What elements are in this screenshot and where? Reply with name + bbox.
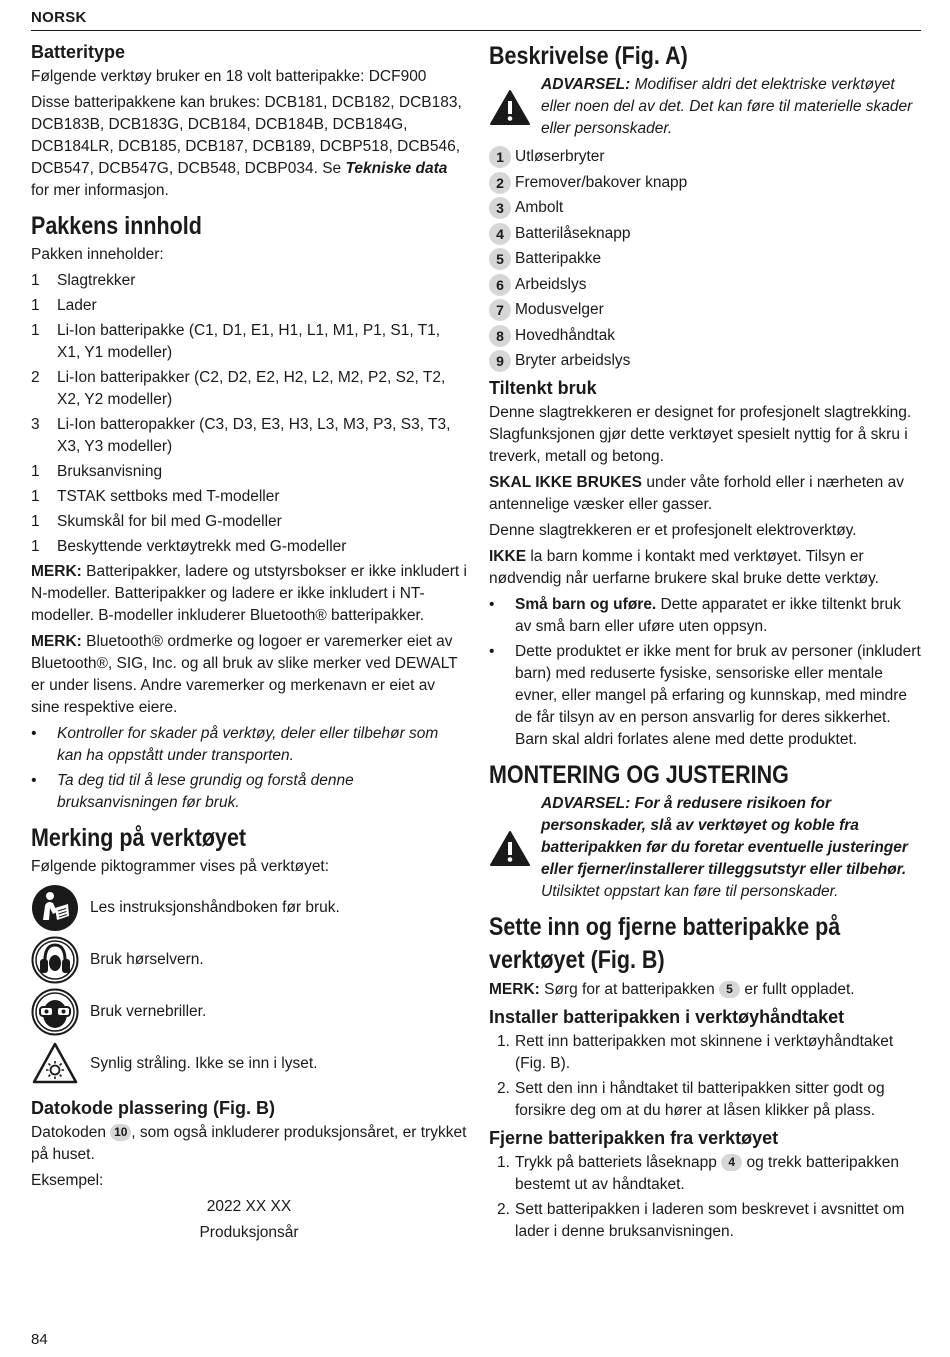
- callout-badge: 3: [489, 197, 511, 219]
- item-text: TSTAK settboks med T-modeller: [57, 488, 280, 505]
- part-label: Modusvelger: [515, 301, 604, 318]
- note-bluetooth: [31, 631, 467, 719]
- date-code-heading: Datokode plassering (Fig. B): [31, 1098, 276, 1118]
- bullet-item: [31, 723, 467, 767]
- step-number: 1.: [497, 1033, 510, 1050]
- callout-badge: 5: [719, 981, 740, 998]
- step-item: [489, 1078, 921, 1122]
- bullet-item: [31, 770, 467, 814]
- bullet-text: [515, 594, 921, 638]
- part-label: Hovedhåndtak: [515, 326, 615, 344]
- intended-use-p3: Denne slagtrekkeren er et profesjonelt elektroverktøy.: [489, 522, 857, 539]
- paragraph-text: Dette apparatet er ikke tiltenkt bruk av små barn eller uføre uten oppsyn.: [515, 596, 901, 635]
- intended-use-p2: [489, 472, 921, 516]
- item-text: Li-Ion batteripakke (C1, D1, E1, H1, L1, M1, P1, S1, T1, X1, Y1 modeller): [57, 322, 441, 361]
- step-item: [489, 1199, 921, 1243]
- battery-type-line1: Følgende verktøy bruker en 18 volt batteripakke: DCF900: [31, 68, 427, 85]
- callout-badge: 7: [489, 299, 511, 321]
- example-label: Eksempel:: [31, 1172, 104, 1189]
- list-item: [489, 172, 921, 194]
- intended-use-p1: Denne slagtrekkeren er designet for profesjonelt slagtrekking. Slagfunksjonen gjør dette verktøyet spesielt nyttig for å skru i treverk, metall og betong.: [489, 404, 912, 465]
- right-column: [489, 40, 921, 1246]
- list-item: [31, 511, 467, 533]
- note-models: [31, 561, 467, 627]
- bullet-text: Kontroller for skader på verktøy, deler eller tilbehør som kan ha oppstått under transporten.: [57, 725, 439, 764]
- item-qty: 1: [31, 538, 40, 555]
- list-item: [489, 248, 921, 270]
- warning-block: [489, 74, 921, 140]
- item-qty: 1: [31, 463, 40, 480]
- item-qty: 1: [31, 272, 40, 289]
- marking-intro: Følgende piktogrammer vises på verktøyet:: [31, 858, 330, 875]
- pictogram-text: Bruk hørselvern.: [90, 951, 204, 968]
- step-text-start: Trykk på batteriets låseknapp: [515, 1154, 722, 1171]
- emphasis-text: SKAL IKKE BRUKES: [489, 474, 643, 491]
- pictogram-row: [31, 934, 467, 986]
- visible-radiation-icon: [31, 1040, 79, 1088]
- callout-badge: 1: [489, 146, 511, 168]
- step-number: 1.: [497, 1154, 510, 1171]
- warning-label: ADVARSEL:: [541, 76, 631, 93]
- list-item: [31, 320, 467, 364]
- item-qty: 3: [31, 416, 40, 433]
- callout-badge: 10: [110, 1124, 131, 1141]
- callout-badge: 4: [721, 1154, 742, 1171]
- paragraph-text: la barn komme i kontakt med verktøyet. Tilsyn er nødvendig når uerfarne brukere skal bruke dette verktøy.: [489, 548, 879, 587]
- emphasis-text: IKKE: [489, 548, 527, 565]
- step-text: Sett batteripakken i laderen som beskrevet i avsnittet om lader i denne bruksanvisningen.: [515, 1201, 905, 1240]
- battery-type-line2: [31, 92, 467, 202]
- left-column: [31, 40, 467, 1248]
- pictogram-text: Synlig stråling. Ikke se inn i lyset.: [90, 1055, 318, 1072]
- parts-list: [489, 146, 921, 372]
- bullet-item: [489, 594, 921, 638]
- item-text: Skumskål for bil med G-modeller: [57, 513, 282, 530]
- battery-type-heading: Batteritype: [31, 42, 126, 62]
- emphasis-text: Små barn og uføre.: [515, 596, 657, 613]
- list-item: [489, 299, 921, 321]
- part-label: Batterilåseknapp: [515, 224, 631, 242]
- list-item: [489, 274, 921, 296]
- part-label: Bryter arbeidslys: [515, 352, 631, 369]
- pictogram-row: [31, 882, 467, 934]
- callout-badge: 8: [489, 325, 511, 347]
- date-code-text-end: , som også inkluderer produksjonsåret, er trykket på huset.: [31, 1124, 467, 1163]
- warning-body: Utilsiktet oppstart kan føre til personskader.: [541, 883, 839, 900]
- package-list: [31, 270, 467, 558]
- part-label: Ambolt: [515, 199, 564, 216]
- bullet-item: [489, 641, 921, 751]
- warning-body: Modifiser aldri det elektriske verktøyet eller noen del av det. Det kan føre til materielle skader eller personskader.: [541, 76, 913, 137]
- eye-protection-icon: [31, 988, 79, 1036]
- warning-text: [541, 793, 921, 903]
- step-number: 2.: [497, 1080, 510, 1097]
- list-item: [31, 536, 467, 558]
- warning-label: ADVARSEL: For å redusere risikoen for personskader, slå av verktøyet og koble fra batteripakken før du foretar eventuelle justeringer eller fjerner/installerer tilleggsutstyr eller tilbehør.: [541, 795, 908, 878]
- list-item: [489, 325, 921, 347]
- language-header: NORSK: [31, 9, 87, 26]
- list-item: [489, 197, 921, 219]
- assembly-heading: MONTERING OG JUSTERING: [489, 761, 789, 789]
- step-number: 2.: [497, 1201, 510, 1218]
- example-value: 2022 XX XX: [206, 1198, 292, 1215]
- bullet-text: Dette produktet er ikke ment for bruk av personer (inkludert barn) med reduserte fysiske, sensoriske eller mentale evner, eller mangel på erfaring og kunnskap, med mindre de får tilsyn av en person ansvarlig for deres sikkerhet. Barn skal aldri forlates alene med dette produktet.: [515, 643, 921, 748]
- note-text: Batteripakker, ladere og utstyrsbokser er ikke inkludert i N-modeller. Batteripakker og ladere er ikke inkludert i NT-modeller. B-modeller inkluderer Bluetooth® batteripakker.: [31, 563, 467, 624]
- note-text: Sørg for at batteripakken: [539, 981, 720, 998]
- item-qty: 2: [31, 369, 40, 386]
- step-item: [489, 1152, 921, 1196]
- note-label: MERK:: [31, 633, 82, 650]
- item-text: Li-Ion batteripakker (C2, D2, E2, H2, L2, M2, P2, S2, T2, X2, Y2 modeller): [57, 369, 446, 408]
- pictogram-row: [31, 986, 467, 1038]
- item-qty: 1: [31, 513, 40, 530]
- list-item: [31, 367, 467, 411]
- list-item: [31, 414, 467, 458]
- callout-badge: 4: [489, 223, 511, 245]
- battery-type-line2-end: for mer informasjon.: [31, 182, 169, 199]
- page-number: 84: [31, 1331, 48, 1348]
- step-text: [515, 1152, 921, 1196]
- package-intro: Pakken inneholder:: [31, 246, 164, 263]
- note-text: Bluetooth® ordmerke og logoer er varemerker eiet av Bluetooth®, SIG, Inc. og all bruk av slike merker ved DEWALT er under lisens. Andre varemerker og merkenavn er eiet av sine respektive eiere.: [31, 633, 458, 716]
- tech-data-ref: Tekniske data: [345, 160, 448, 177]
- part-label: Batteripakke: [515, 250, 602, 267]
- battery-insert-heading: Sette inn og fjerne batteripakke på verktøyet (Fig. B): [489, 913, 841, 974]
- date-code-text: [31, 1122, 467, 1166]
- part-label: Utløserbryter: [515, 148, 605, 165]
- marking-heading: Merking på verktøyet: [31, 824, 247, 852]
- warning-block: [489, 793, 921, 903]
- item-qty: 1: [31, 297, 40, 314]
- bullet-symbol: •: [489, 643, 495, 660]
- read-manual-icon: [31, 884, 79, 932]
- warning-icon: [489, 793, 531, 903]
- item-text: Lader: [57, 297, 97, 314]
- callout-badge: 6: [489, 274, 511, 296]
- item-qty: 1: [31, 322, 40, 339]
- list-item: [489, 350, 921, 372]
- step-text: Rett inn batteripakken mot skinnene i verktøyhåndtaket (Fig. B).: [515, 1033, 894, 1072]
- item-qty: 1: [31, 488, 40, 505]
- item-text: Bruksanvisning: [57, 463, 163, 480]
- note-label: MERK:: [489, 981, 540, 998]
- description-heading: Beskrivelse (Fig. A): [489, 42, 688, 70]
- warning-icon: [489, 74, 531, 140]
- pictogram-text: Bruk vernebriller.: [90, 1003, 207, 1020]
- pictogram-row: [31, 1038, 467, 1090]
- callout-badge: 9: [489, 350, 511, 372]
- item-text: Beskyttende verktøytrekk med G-modeller: [57, 538, 347, 555]
- remove-heading: Fjerne batteripakken fra verktøyet: [489, 1128, 779, 1148]
- step-item: [489, 1031, 921, 1075]
- part-label: Arbeidslys: [515, 275, 587, 293]
- bullet-symbol: •: [31, 725, 37, 742]
- bullet-symbol: •: [489, 596, 495, 613]
- bullet-text: Ta deg tid til å lese grundig og forstå denne bruksanvisningen før bruk.: [57, 772, 354, 811]
- intended-use-heading: Tiltenkt bruk: [489, 378, 597, 398]
- note-text-end: er fullt oppladet.: [740, 981, 855, 998]
- list-item: [31, 486, 467, 508]
- header-rule: [31, 30, 921, 31]
- install-heading: Installer batteripakken i verktøyhåndtaket: [489, 1007, 845, 1027]
- item-text: Slagtrekker: [57, 272, 136, 289]
- warning-text: [541, 74, 921, 140]
- step-text-end: og trekk batteripakken bestemt ut av håndtaket.: [515, 1154, 900, 1193]
- list-item: [489, 223, 921, 245]
- package-contents-heading: Pakkens innhold: [31, 212, 202, 240]
- callout-badge: 5: [489, 248, 511, 270]
- pictogram-text: Les instruksjonshåndboken før bruk.: [90, 899, 340, 916]
- step-text: Sett den inn i håndtaket til batteripakken sitter godt og forsikre deg om at du hører at låsen klikker på plass.: [515, 1080, 885, 1119]
- battery-type-line2-text: Disse batteripakkene kan brukes: DCB181, DCB182, DCB183, DCB183B, DCB183G, DCB184, DCB184B, DCB184G, DCB184LR, DCB185, DCB187, DCB189, DCBP518, DCB546, DCB547, DCB547G, DCB548, DCBP034. Se: [31, 94, 462, 177]
- paragraph-text: under våte forhold eller i nærheten av antennelige væsker eller gasser.: [489, 474, 904, 513]
- list-item: [31, 270, 467, 292]
- intended-use-p4: [489, 546, 921, 590]
- item-text: Li-Ion batteropakker (C3, D3, E3, H3, L3, M3, P3, S3, T3, X3, Y3 modeller): [57, 416, 451, 455]
- battery-note: [489, 979, 921, 1001]
- bullet-symbol: •: [31, 772, 37, 789]
- ear-protection-icon: [31, 936, 79, 984]
- part-label: Fremover/bakover knapp: [515, 173, 688, 191]
- note-label: MERK:: [31, 563, 82, 580]
- date-code-text-start: Datokoden: [31, 1124, 111, 1141]
- list-item: [31, 295, 467, 317]
- example-caption: Produksjonsår: [199, 1224, 299, 1241]
- callout-badge: 2: [489, 172, 511, 194]
- list-item: [489, 146, 921, 168]
- list-item: [31, 461, 467, 483]
